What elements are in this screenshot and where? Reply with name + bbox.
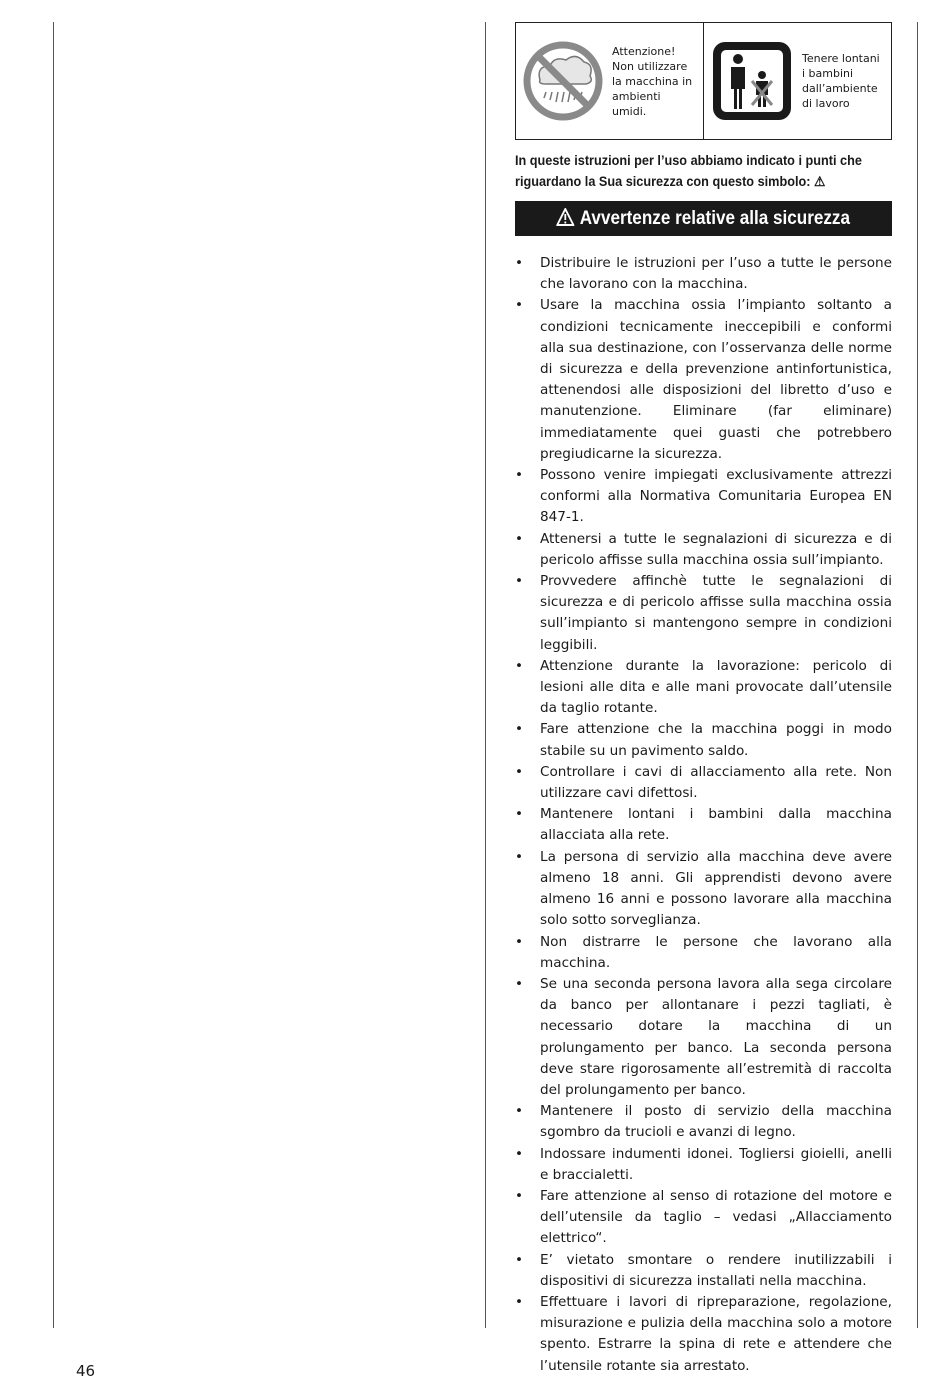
list-item: • Possono venire impiegati exclusivamente attrezzi conformi alla Normativa Comunitaria Europea EN 847-1. — [515, 465, 892, 529]
section-heading-title: Avvertenze relative alla sicurezza — [580, 207, 851, 229]
list-item: • Attenzione durante la lavorazione: pericolo di lesioni alle dita e alle mani provocate dall’utensile da taglio rotante. — [515, 656, 892, 720]
column-rule-right — [917, 22, 918, 1328]
warning-children-cell — [703, 23, 891, 139]
warning-wet-text: Attenzione! Non utilizzare la macchina in ambienti umidi. — [612, 44, 693, 118]
list-item: • Usare la macchina ossia l’impianto soltanto a condizioni tecnicamente ineccepibili e conformi alla sua destinazione, con l’osservanza delle norme di sicurezza e della prevenzione antinfortunistica, attenendosi alle disposizioni del libretto d’uso e manutenzione. Eliminare (far eliminare) immediatamente quei guasti che potrebbero pregiudicarne la sicurezza. — [515, 295, 892, 465]
list-item: • Indossare indumenti idonei. Togliersi gioielli, anelli e braccialetti. — [515, 1144, 892, 1186]
warning-signs-box — [515, 22, 892, 140]
warning-triangle-icon — [557, 208, 575, 226]
list-item: • Mantenere il posto di servizio della macchina sgombro da trucioli e avanzi di legno. — [515, 1101, 892, 1143]
list-item: • Fare attenzione al senso di rotazione del motore e dell’utensile da taglio – vedasi „Allacciamento elettrico“. — [515, 1186, 892, 1250]
list-item: • La persona di servizio alla macchina deve avere almeno 18 anni. Gli apprendisti devono avere almeno 16 anni e possono lavorare alla macchina solo sotto sorveglianza. — [515, 847, 892, 932]
right-column — [515, 22, 892, 1377]
list-item: • Se una seconda persona lavora alla sega circolare da banco per allontanare i pezzi tagliati, è necessario dotare la macchina di un prolungamento per banco. La seconda persona deve stare rigorosamente all’estremità di raccolta del prolungamento per banco. — [515, 974, 892, 1101]
column-rule-middle — [485, 22, 486, 1328]
column-rule-left — [53, 22, 54, 1328]
list-item: • Attenersi a tutte le segnalazioni di sicurezza e di pericolo affisse sulla macchina ossia sull’impianto. — [515, 529, 892, 571]
warning-children-text: Tenere lontani i bambini dall’ambiente di lavoro — [802, 52, 880, 110]
list-item: • Controllare i cavi di allacciamento alla rete. Non utilizzare cavi difettosi. — [515, 762, 892, 804]
section-heading — [515, 201, 892, 236]
list-item: • E’ vietato smontare o rendere inutilizzabili i dispositivi di sicurezza installati nella macchina. — [515, 1250, 892, 1292]
list-item: • Distribuire le istruzioni per l’uso a tutte le persone che lavorano con la macchina. — [515, 253, 892, 295]
list-item: • Mantenere lontani i bambini dalla macchina allacciata alla rete. — [515, 804, 892, 846]
no-rain-icon — [522, 40, 604, 122]
list-item: • Fare attenzione che la macchina poggi in modo stabile su un pavimento saldo. — [515, 719, 892, 761]
list-item: • Non distrarre le persone che lavorano alla macchina. — [515, 932, 892, 974]
list-item: • Effettuare i lavori di ripreparazione, regolazione, misurazione e pulizia della macchina solo a motore spento. Estrarre la spina di rete e attendere che l’utensile rotante sia arrestato. — [515, 1292, 892, 1377]
safety-bullet-list — [515, 253, 892, 1377]
page-number: 46 — [76, 1362, 96, 1380]
intro-text: In queste istruzioni per l’uso abbiamo indicato i punti che riguardano la Sua sicurezza con questo simbolo: ⚠ — [515, 153, 862, 189]
keep-children-away-icon — [710, 39, 794, 123]
list-item: • Provvedere affinchè tutte le segnalazioni di sicurezza e di pericolo affisse sulla macchina ossia sull’impianto si mantengono sempre in condizioni leggibili. — [515, 571, 892, 656]
warning-wet-cell — [516, 23, 703, 139]
